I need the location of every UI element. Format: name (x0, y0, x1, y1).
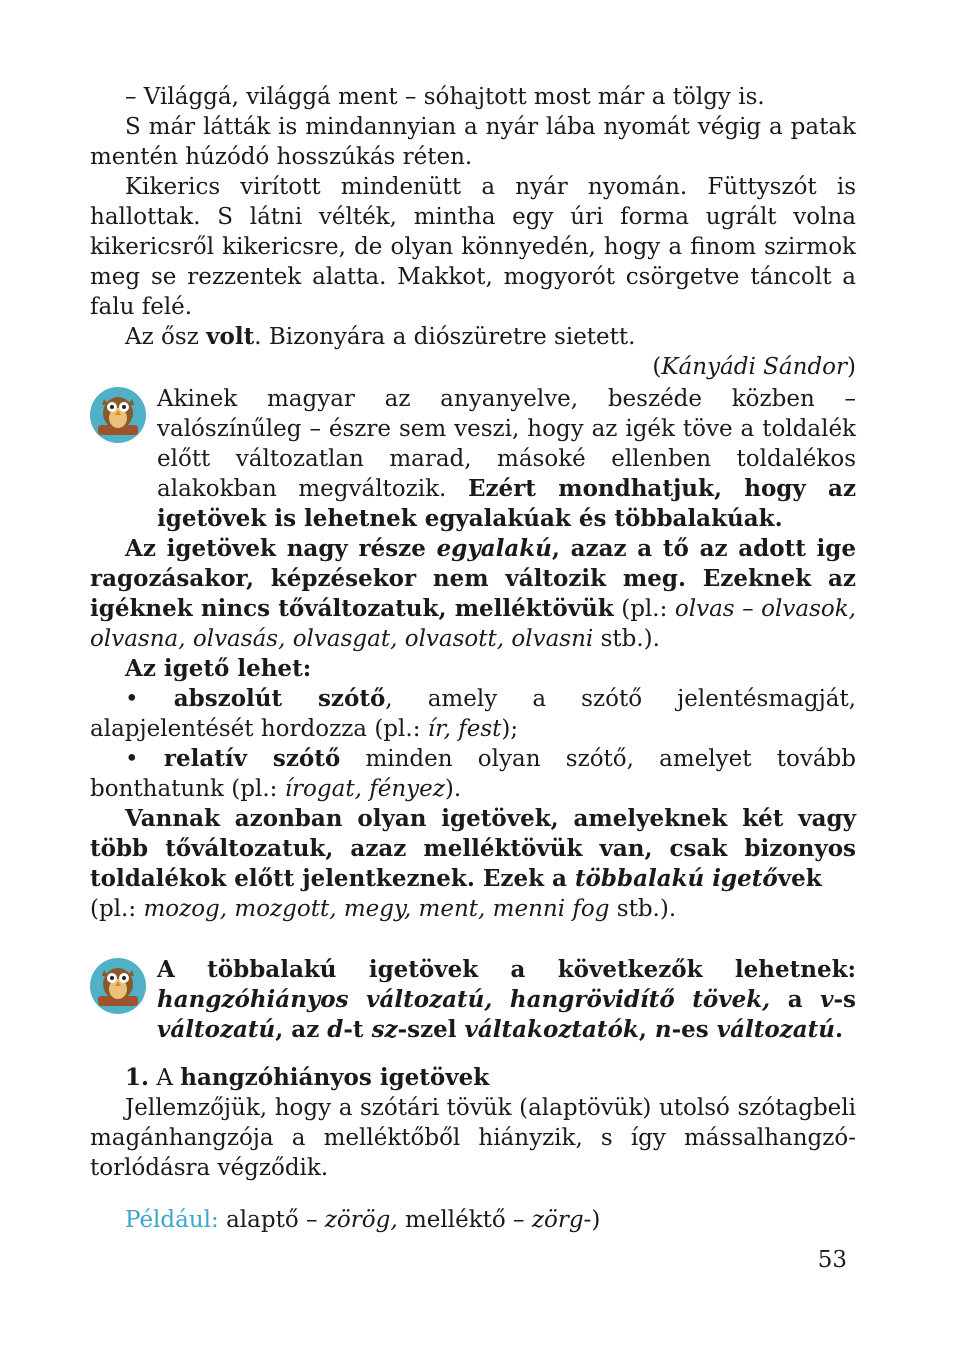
section-1 (90, 1063, 856, 1235)
single-form-paragraph: Az igetövek nagy része egyalakú, azaz a tő az adott ige ragozásakor, képzésekor nem változik meg. Ezeknek az igéknek nincs tőváltozatuk, melléktövük (pl.: olvas – olvasok, olvasna, olvasás, olvasgat, olvasott, olvasni stb.). (90, 535, 856, 652)
multi-form-types (90, 955, 856, 1045)
story-paragraph-3: Kikerics virított mindenütt a nyár nyomán. Füttyszót is hallottak. S látni vélték, mintha egy úri forma ugrált volna kikericsről kikericsre, de olyan könnyedén, hogy a finom szirmok meg se rezzentek alatta. Makkot, mogyorót csörgetve táncolt a falu felé. (90, 174, 856, 320)
example-line: Például: alaptő – zörög, melléktő – zörg-) (125, 1207, 601, 1233)
multi-form-paragraph: Vannak azonban olyan igetövek, amelyeknek két vagy több tőváltozatuk, azaz melléktövük van, csak bizonyos toldalékok előtt jelentkeznek. Ezek a többalakú igetővek (pl.: mozog, mozgott, megy, ment, menni fog stb.). (90, 805, 856, 922)
intro-paragraph: Akinek magyar az anyanyelve, beszéde közben – valószínűleg – észre sem veszi, hogy az igék töve a toldalék előtt változatlan marad, másoké ellenben toldalékos alakokban megváltozik. Ezért mondhatjuk, hogy az igetövek is lehetnek egyalakúak és többalakúak. (157, 386, 857, 532)
story-paragraph-1: – Világgá, világgá ment – sóhajtott most már a tölgy is. (125, 84, 765, 110)
list-item-absolute: • abszolút szótő, amely a szótő jelentésmagját, alapjelentését hordozza (pl.: ír, fest); (90, 685, 856, 742)
author-credit: (Kányádi Sándor) (652, 354, 856, 380)
stem-types-heading: Az igető lehet: (125, 655, 312, 682)
grammar-explanation (90, 384, 856, 924)
page-number: 53 (817, 1247, 847, 1273)
story-paragraph-4: Az ősz volt. Bizonyára a diószüretre sietett. (125, 323, 636, 350)
story-paragraph-2: S már látták is mindannyian a nyár lába nyomát végig a patak mentén húzódó hosszúkás réten. (90, 114, 856, 170)
section-1-heading: 1. A hangzóhiányos igetövek (125, 1064, 490, 1091)
story-text (90, 82, 856, 382)
list-item-relative: • relatív szótő minden olyan szótő, amelyet tovább bonthatunk (pl.: írogat, fényez). (90, 745, 856, 802)
section-1-description: Jellemzőjük, hogy a szótári tövük (alaptövük) utolsó szótagbeli magánhangzója a melléktőből hiányzik, s így mássalhangzó-torlódásra végződik. (90, 1095, 856, 1181)
multi-form-types-paragraph: A többalakú igetövek a következők lehetnek: hangzóhiányos változatú, hangrövidítő tövek, a v-s változatú, az d-t sz-szel váltakoztatók, n-es változatú. (157, 956, 857, 1043)
